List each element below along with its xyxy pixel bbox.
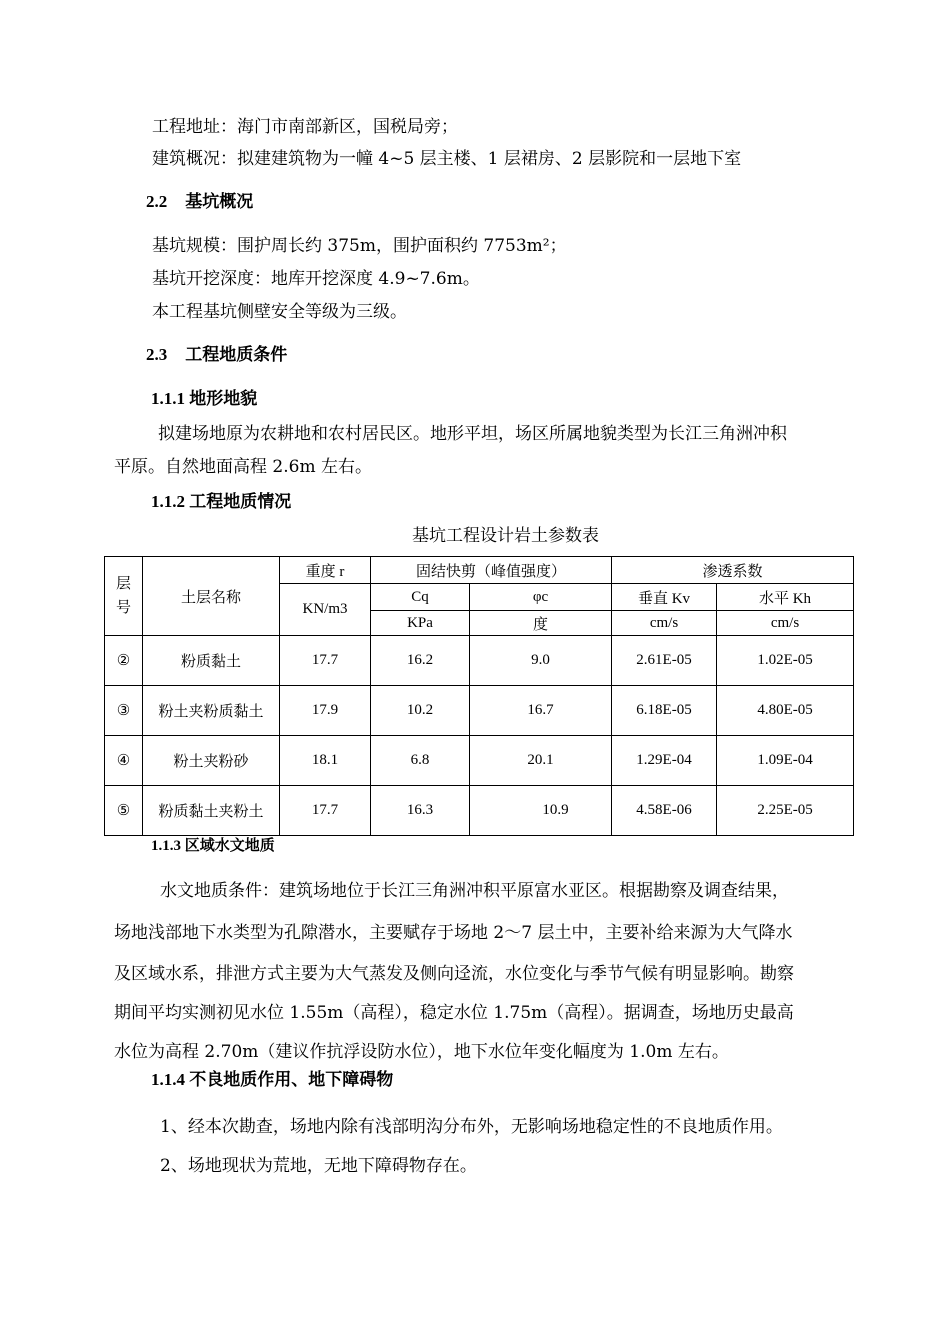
- header-shear: 固结快剪（峰值强度）: [371, 557, 612, 584]
- subsection-heading-1-1-3: 1.1.3 区域水文地质: [151, 838, 275, 854]
- cell-kh: 2.25E-05: [717, 786, 854, 836]
- pit-scale-text: 基坑规模：围护周长约 375m，围护面积约 7753m²；: [152, 236, 567, 256]
- adverse-geology-item-2: 2、场地现状为荒地，无地下障碍物存在。: [160, 1156, 477, 1176]
- section-title: 工程地质条件: [185, 345, 288, 364]
- cell-layer-no: ③: [105, 686, 143, 736]
- cell-soil-name: 粉质黏土: [143, 636, 280, 686]
- section-title: 基坑概况: [185, 192, 254, 211]
- header-layer-no-line1: 层: [115, 576, 131, 592]
- cell-cq: 16.2: [371, 636, 470, 686]
- pit-depth-text: 基坑开挖深度：地库开挖深度 4.9~7.6m。: [152, 269, 480, 289]
- table-header-row: [105, 557, 854, 584]
- cell-phic: 10.9: [470, 786, 612, 836]
- cell-soil-name: 粉质黏土夹粉土: [143, 786, 280, 836]
- section-heading-2-2: [146, 191, 253, 213]
- adverse-geology-item-1: 1、经本次勘查，场地内除有浅部明沟分布外，无影响场地稳定性的不良地质作用。: [160, 1117, 783, 1137]
- header-phic-unit: 度: [470, 611, 612, 636]
- cell-cq: 6.8: [371, 736, 470, 786]
- cell-kh: 1.02E-05: [717, 636, 854, 686]
- header-kh: 水平 Kh: [717, 584, 854, 611]
- header-kh-unit: cm/s: [717, 611, 854, 636]
- cell-soil-name: 粉土夹粉质黏土: [143, 686, 280, 736]
- table-row: [105, 786, 854, 836]
- subsection-heading-1-1-4: 1.1.4 不良地质作用、地下障碍物: [151, 1070, 394, 1089]
- cell-kv: 2.61E-05: [612, 636, 717, 686]
- header-layer-no: [105, 557, 143, 636]
- cell-phic: 16.7: [470, 686, 612, 736]
- cell-layer-no: ⑤: [105, 786, 143, 836]
- cell-kv: 4.58E-06: [612, 786, 717, 836]
- header-unit-weight-unit: KN/m3: [280, 584, 371, 636]
- hydro-paragraph-line-1: 水文地质条件：建筑场地位于长江三角洲冲积平原富水亚区。根据勘察及调查结果，: [160, 881, 789, 901]
- cell-kv: 6.18E-05: [612, 686, 717, 736]
- table-row: [105, 736, 854, 786]
- section-number: 2.2: [146, 192, 168, 211]
- header-layer-no-line2: 号: [115, 600, 131, 616]
- cell-unit-weight: 17.9: [280, 686, 371, 736]
- cell-cq: 16.3: [371, 786, 470, 836]
- section-heading-2-3: [146, 344, 287, 366]
- table-caption: 基坑工程设计岩土参数表: [412, 526, 599, 546]
- cell-unit-weight: 17.7: [280, 786, 371, 836]
- cell-unit-weight: 18.1: [280, 736, 371, 786]
- cell-unit-weight: 17.7: [280, 636, 371, 686]
- terrain-paragraph-line-2: 平原。自然地面高程 2.6m 左右。: [114, 457, 372, 477]
- header-cq: Cq: [371, 584, 470, 611]
- cell-kh: 1.09E-04: [717, 736, 854, 786]
- hydro-paragraph-line-5: 水位为高程 2.70m（建议作抗浮设防水位），地下水位年变化幅度为 1.0m 左右。: [114, 1042, 729, 1062]
- terrain-paragraph-line-1: 拟建场地原为农耕地和农村居民区。地形平坦，场区所属地貌类型为长江三角洲冲积: [158, 424, 787, 444]
- project-overview: 建筑概况：拟建建筑物为一幢 4~5 层主楼、1 层裙房、2 层影院和一层地下室: [152, 149, 742, 169]
- hydro-paragraph-line-4: 期间平均实测初见水位 1.55m（高程），稳定水位 1.75m（高程）。据调查，场地历史最高: [114, 1003, 794, 1023]
- subsection-heading-1-1-1: 1.1.1 地形地貌: [151, 389, 258, 408]
- cell-cq: 10.2: [371, 686, 470, 736]
- cell-phic: 9.0: [470, 636, 612, 686]
- header-kv: 垂直 Kv: [612, 584, 717, 611]
- cell-phic: 20.1: [470, 736, 612, 786]
- project-address: 工程地址：海门市南部新区，国税局旁；: [152, 117, 458, 137]
- cell-kv: 1.29E-04: [612, 736, 717, 786]
- header-permeability: 渗透系数: [612, 557, 854, 584]
- subsection-heading-1-1-2: 1.1.2 工程地质情况: [151, 492, 292, 511]
- header-unit-weight: 重度 r: [280, 557, 371, 584]
- header-soil-name: 土层名称: [143, 557, 280, 636]
- header-phic: φc: [470, 584, 612, 611]
- header-kv-unit: cm/s: [612, 611, 717, 636]
- cell-kh: 4.80E-05: [717, 686, 854, 736]
- cell-layer-no: ②: [105, 636, 143, 686]
- cell-soil-name: 粉土夹粉砂: [143, 736, 280, 786]
- header-cq-unit: KPa: [371, 611, 470, 636]
- table-row: [105, 686, 854, 736]
- safety-level-text: 本工程基坑侧壁安全等级为三级。: [152, 302, 407, 322]
- hydro-paragraph-line-3: 及区域水系，排泄方式主要为大气蒸发及侧向迳流，水位变化与季节气候有明显影响。勘察: [114, 964, 794, 984]
- table-row: [105, 636, 854, 686]
- section-number: 2.3: [146, 345, 168, 364]
- cell-layer-no: ④: [105, 736, 143, 786]
- soil-parameter-table: [104, 556, 854, 836]
- hydro-paragraph-line-2: 场地浅部地下水类型为孔隙潜水，主要赋存于场地 2～7 层土中，主要补给来源为大气降水: [114, 923, 793, 943]
